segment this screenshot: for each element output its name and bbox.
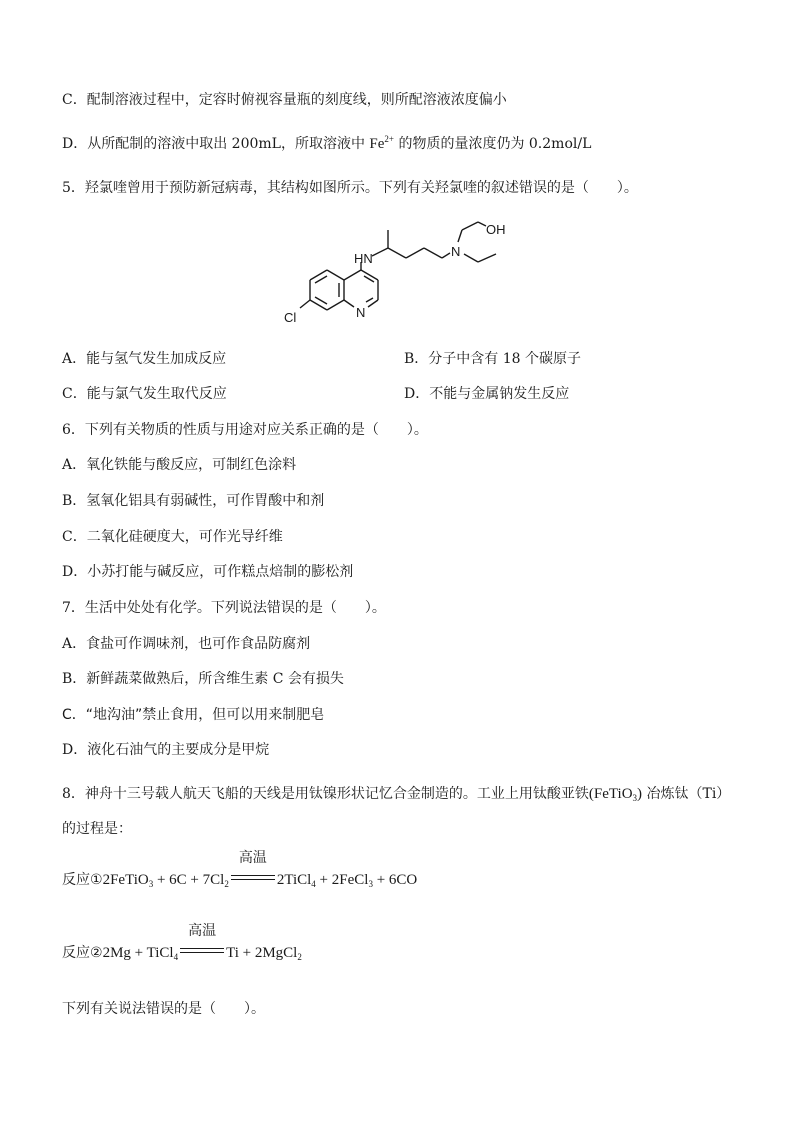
fe-ion: $Fe^{2+}$	[369, 134, 394, 152]
atom-hn: HN	[354, 251, 373, 266]
question-8-line-2: 的过程是：	[62, 821, 132, 837]
option-6d: D．小苏打能与碱反应，可作糕点焙制的膨松剂	[62, 564, 354, 580]
fetio3-formula: (FeTiO$_3$)	[588, 786, 643, 803]
option-6b: B．氢氧化铝具有弱碱性，可作胃酸中和剂	[62, 493, 325, 509]
option-d-prev-text-b: 的物质的量浓度仍为 0.2mol/L	[394, 136, 592, 152]
option-d-prev	[62, 134, 591, 154]
reaction-1-equation: 2FeTiO$_3$ + $6C + 7Cl_2$ 高温 2TiCl$_4$ + 2FeCl$_3$ + 6CO	[102, 850, 418, 889]
reaction-2-condition-arrow: 高温	[180, 943, 224, 963]
reaction-1-condition-arrow: 高温	[231, 870, 275, 890]
option-5d: D．不能与金属钠发生反应	[404, 386, 570, 402]
question-7: 7．生活中处处有化学。下列说法错误的是（ ）。	[62, 600, 386, 616]
option-c-prev: C．配制溶液过程中，定容时俯视容量瓶的刻度线，则所配溶液浓度偏小	[62, 92, 507, 108]
reaction-2-label: 反应②	[62, 945, 103, 961]
option-6c: C．二氧化硅硬度大，可作光导纤维	[62, 529, 283, 545]
atom-n-amine: N	[451, 244, 461, 259]
reaction-2	[62, 923, 302, 963]
option-7c: C．“地沟油”禁止食用，但可以用来制肥皂	[62, 707, 325, 723]
question-6: 6．下列有关物质的性质与用途对应关系正确的是（ ）。	[62, 422, 428, 438]
question-8-line-1	[62, 784, 730, 804]
atom-cl: Cl	[284, 310, 297, 325]
question-8-text-b: 冶炼钛（Ti）	[642, 786, 731, 802]
option-5b: B．分子中含有 18 个碳原子	[404, 351, 582, 367]
question-8-text-a: 8．神舟十三号载人航天飞船的天线是用钛镍形状记忆合金制造的。工业上用钛酸亚铁	[62, 786, 589, 802]
atom-oh: OH	[486, 222, 506, 237]
option-7a: A．食盐可作调味剂，也可作食品防腐剂	[62, 636, 311, 652]
reaction-2-equation: 2Mg + TiCl$_4$ 高温 Ti + 2MgCl$_2$	[102, 923, 302, 962]
question-5-options-row-1	[62, 349, 582, 369]
atom-n-ring: N	[356, 305, 366, 320]
option-5a: A．能与氢气发生加成反应	[62, 351, 227, 367]
question-5: 5．羟氯喹曾用于预防新冠病毒，其结构如图所示。下列有关羟氯喹的叙述错误的是（ ）。	[62, 180, 638, 196]
option-5c: C．能与氯气发生取代反应	[62, 386, 227, 402]
question-5-options-row-2	[62, 384, 570, 404]
option-7d: D．液化石油气的主要成分是甲烷	[62, 742, 270, 758]
reaction-1-label: 反应①	[62, 872, 103, 888]
option-6a: A．氧化铁能与酸反应，可制红色涂料	[62, 457, 297, 473]
hydroxychloroquine-structure	[280, 212, 530, 332]
option-7b: B．新鲜蔬菜做熟后，所含维生素 C 会有损失	[62, 671, 344, 687]
question-8-prompt: 下列有关说法错误的是（ ）。	[62, 1001, 265, 1017]
option-d-prev-text-a: D．从所配制的溶液中取出 200mL，所取溶液中	[62, 136, 370, 152]
reaction-1	[62, 850, 418, 890]
